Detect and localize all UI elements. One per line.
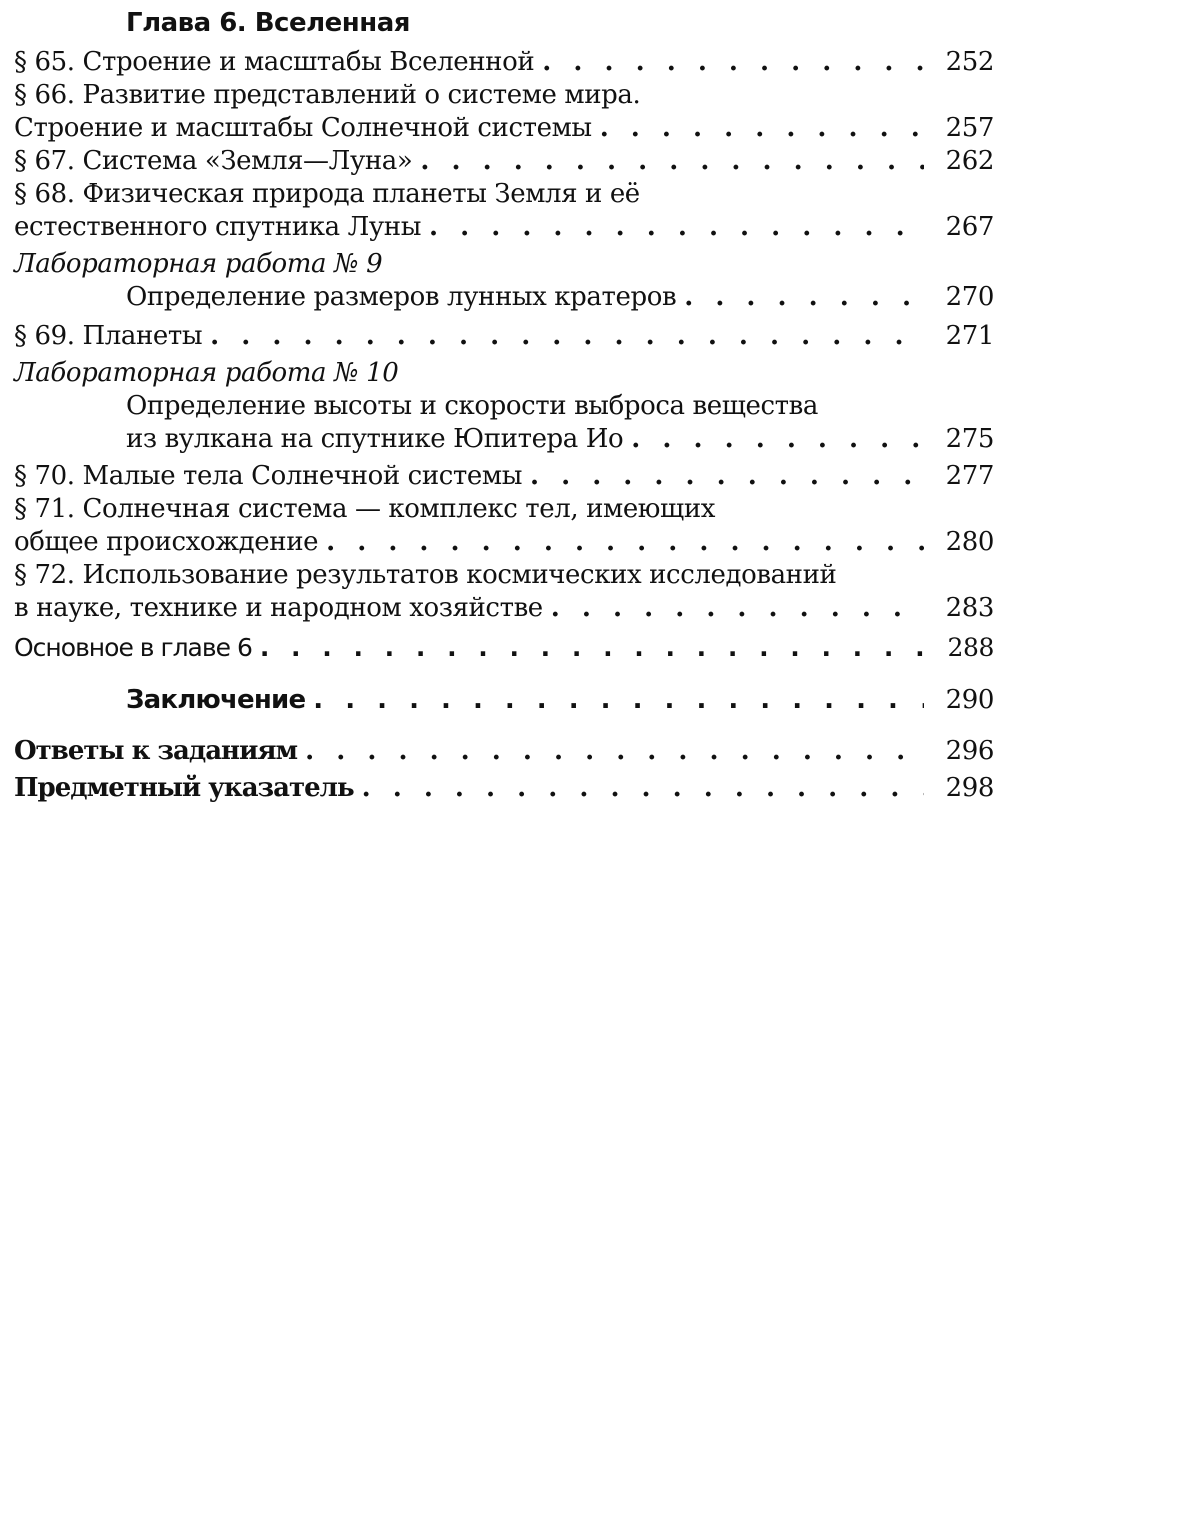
dot-leader <box>592 112 924 145</box>
page-number: 271 <box>945 321 994 351</box>
toc-entry-title-line: Строение и масштабы Солнечной системы <box>14 113 592 143</box>
dot-leader <box>305 684 924 717</box>
page-number: 252 <box>945 47 994 77</box>
page-number: 277 <box>945 461 994 491</box>
toc-entry-conclusion[interactable] <box>14 684 994 717</box>
dot-leader <box>202 320 924 353</box>
dot-leader <box>412 145 924 178</box>
toc-entry-70[interactable] <box>14 460 994 493</box>
toc-entry-title-line: Определение высоты и скорости выброса вещества <box>126 391 818 421</box>
toc-entry-68[interactable] <box>14 178 994 244</box>
page-number: 283 <box>945 593 994 623</box>
page-number: 280 <box>945 527 994 557</box>
toc-entry-72[interactable] <box>14 559 994 625</box>
toc-entry-title-line: § 66. Развитие представлений о системе мира. <box>14 80 641 110</box>
chapter-title: Глава 6. Вселенная <box>126 8 410 38</box>
dot-leader <box>534 46 924 79</box>
dot-leader <box>676 281 924 314</box>
toc-entry-title: Ответы к заданиям <box>14 736 298 766</box>
toc-entry-title: § 67. Система «Земля—Луна» <box>14 146 413 176</box>
dot-leader <box>522 460 924 493</box>
toc-entry-67[interactable] <box>14 145 994 178</box>
page-number: 290 <box>945 685 994 715</box>
toc-entry-title-line: общее происхождение <box>14 527 319 557</box>
dot-leader <box>543 592 924 625</box>
lab-heading: Лабораторная работа № 9 <box>14 249 383 279</box>
toc-entry-summary[interactable] <box>14 631 994 664</box>
table-of-contents <box>14 0 994 805</box>
dot-leader <box>297 735 924 768</box>
toc-entry-title: Определение размеров лунных кратеров <box>126 282 677 312</box>
page-number: 262 <box>945 146 994 176</box>
toc-lab-9[interactable] <box>14 248 994 314</box>
lab-heading: Лабораторная работа № 10 <box>14 358 399 388</box>
toc-entry-title: Заключение <box>126 685 306 715</box>
toc-entry-title-line: из вулкана на спутнике Юпитера Ио <box>126 424 624 454</box>
toc-entry-title-line: § 71. Солнечная система — комплекс тел, имеющих <box>14 494 716 524</box>
toc-entry-65[interactable] <box>14 46 994 79</box>
page-number: 257 <box>945 113 994 143</box>
toc-entry-69[interactable] <box>14 320 994 353</box>
page-number: 288 <box>947 633 994 662</box>
toc-entry-title-line: § 68. Физическая природа планеты Земля и её <box>14 179 640 209</box>
page-number: 296 <box>945 736 994 766</box>
dot-leader <box>421 211 924 244</box>
dot-leader <box>354 772 924 805</box>
toc-entry-title-line: в науке, технике и народном хозяйстве <box>14 593 543 623</box>
toc-entry-title: § 65. Строение и масштабы Вселенной <box>14 47 535 77</box>
toc-entry-title: § 69. Планеты <box>14 321 203 351</box>
dot-leader <box>623 423 924 456</box>
toc-entry-index[interactable] <box>14 772 994 805</box>
toc-entry-answers[interactable] <box>14 735 994 768</box>
toc-lab-10[interactable] <box>14 357 994 456</box>
toc-entry-title: Предметный указатель <box>14 773 354 803</box>
dot-leader <box>318 526 924 559</box>
page-number: 298 <box>945 773 994 803</box>
toc-entry-66[interactable] <box>14 79 994 145</box>
toc-entry-71[interactable] <box>14 493 994 559</box>
toc-entry-title-line: § 72. Использование результатов космических исследований <box>14 560 837 590</box>
dot-leader <box>252 631 924 664</box>
page-number: 267 <box>945 212 994 242</box>
toc-entry-title: Основное в главе 6 <box>14 633 252 662</box>
page-number: 270 <box>945 282 994 312</box>
toc-entry-title-line: естественного спутника Луны <box>14 212 422 242</box>
page-number: 275 <box>945 424 994 454</box>
toc-entry-title: § 70. Малые тела Солнечной системы <box>14 461 522 491</box>
